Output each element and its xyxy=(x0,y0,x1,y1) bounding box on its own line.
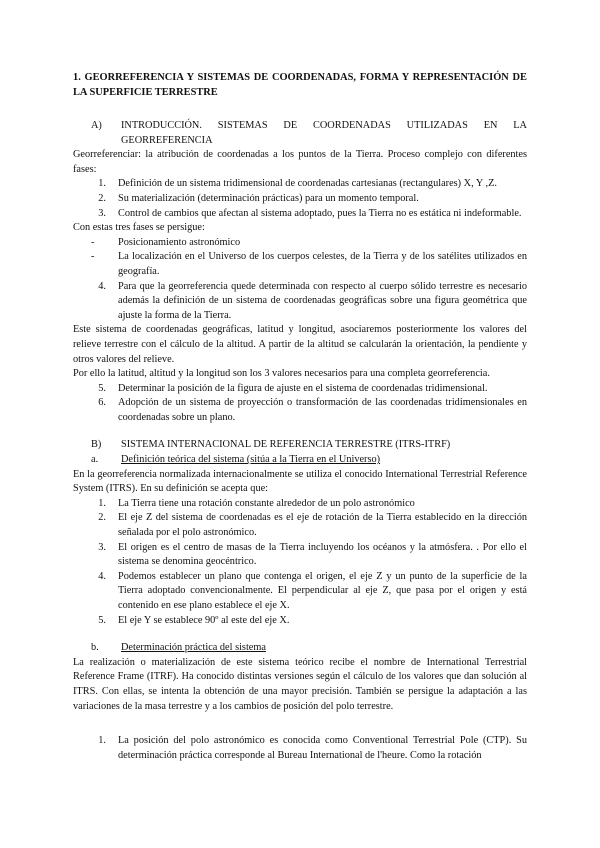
list-text: Adopción de un sistema de proyección o transformación de las coordenadas tridimensionales en coordenadas sobre un plano. xyxy=(118,397,527,423)
pursue-text: Con estas tres fases se persigue: xyxy=(73,222,205,234)
list-number: 2. xyxy=(98,192,106,204)
list-number: 4. xyxy=(98,280,106,292)
list-number: 3. xyxy=(98,541,106,553)
list-text: El eje Y se establece 90º al este del eje X. xyxy=(118,614,290,626)
list-number: 1. xyxy=(98,735,106,747)
items56-list xyxy=(73,382,527,426)
list-item xyxy=(73,734,527,763)
subsection-a-label: a. xyxy=(91,454,99,466)
list-item xyxy=(73,497,527,512)
list-number: 5. xyxy=(98,382,106,394)
paragraph-three-values: Por ello la latitud, altitud y la longitud son los 3 valores necesarios para una completa georreferencia. xyxy=(73,368,490,380)
list-text: Definición de un sistema tridimensional de coordenadas cartesianas (rectangulares) X, Y ,Z. xyxy=(118,178,497,190)
list-text: El origen es el centro de masas de la Tierra incluyendo los océanos y la atmósfera. . Por ello el sistema se denomina geocéntrico. xyxy=(118,541,527,568)
list-bullet: - xyxy=(91,236,95,248)
section-a-intro: Georreferenciar: la atribución de coordenadas a los puntos de la Tierra. Proceso complejo con diferentes fases: xyxy=(73,149,527,175)
list-item xyxy=(73,614,527,629)
list-number: 6. xyxy=(98,397,106,409)
list-item xyxy=(73,511,527,540)
phases-list xyxy=(73,177,527,221)
list-item xyxy=(73,250,527,279)
list-text: Su materialización (determinación prácticas) para un momento temporal. xyxy=(118,192,419,204)
list-number: 4. xyxy=(98,570,106,582)
list-number: 1. xyxy=(98,497,106,509)
list-item xyxy=(73,236,527,251)
list-item xyxy=(73,396,527,425)
subsection-b-title: Determinación práctica del sistema xyxy=(121,642,266,654)
section-b-label: B) xyxy=(91,439,102,451)
section-b-title: SISTEMA INTERNACIONAL DE REFERENCIA TERRESTRE (ITRS-ITRF) xyxy=(121,439,451,451)
list-bullet: - xyxy=(91,251,95,263)
document-heading: 1. GEORREFERENCIA Y SISTEMAS DE COORDENADAS, FORMA Y REPRESENTACIÓN DE LA SUPERFICIE TERRESTRE xyxy=(73,72,527,98)
list-text: Podemos establecer un plano que contenga el origen, el eje Z y un punto de la superficie de la Tierra adoptado convencionalmente. El perpendicular al eje Z, que pasa por el origen y está contenido en ese plano establece el eje X. xyxy=(118,570,527,611)
list-number: 2. xyxy=(98,512,106,524)
list-number: 3. xyxy=(98,207,106,219)
section-b-header xyxy=(91,438,527,453)
subsection-b-text: La realización o materialización de este sistema teórico recibe el nombre de International Terrestrial Reference Frame (ITRF). Ha conocido distintas versiones según el cálculo de los valores que dan solución al ITRS. Con ellas, se intenta la obtención de una mayor precisión. También se persigue la adaptación a las variaciones de la masa terrestre y a los cambios de posición del polo terrestre. xyxy=(73,656,527,712)
list-item xyxy=(73,192,527,207)
subsection-b-header xyxy=(91,641,527,656)
list-text: Determinar la posición de la figura de ajuste en el sistema de coordenadas tridimensional. xyxy=(118,382,488,394)
item4-list xyxy=(73,280,527,324)
list-text: Control de cambios que afectan al sistema adoptado, pues la Tierra no es estática ni indeformable. xyxy=(118,207,522,219)
subsection-a-text: En la georreferencia normalizada internacionalmente se utiliza el conocido International Terrestrial Reference System (ITRS). En su definición se acepta que: xyxy=(73,468,527,495)
list-text: El eje Z del sistema de coordenadas es el eje de rotación de la Tierra establecido en la dirección señalada por el polo astronómico. xyxy=(118,512,527,539)
list-number: 5. xyxy=(98,614,106,626)
dash-list xyxy=(73,236,527,280)
list-item xyxy=(73,280,527,324)
list-number: 1. xyxy=(98,178,106,190)
section-a-title: INTRODUCCIÓN. SISTEMAS DE COORDENADAS UTILIZADAS EN LA GEORREFERENCIA xyxy=(121,120,527,146)
itrs-list xyxy=(73,497,527,628)
list-text: La Tierra tiene una rotación constante alrededor de un polo astronómico xyxy=(118,497,415,509)
list-item xyxy=(73,541,527,570)
paragraph-coordinates: Este sistema de coordenadas geográficas, latitud y longitud, asociaremos posteriormente los valores del relieve terrestre con el cálculo de la altitud. A partir de la altitud se calcularán la orientación, la pendiente y otros valores del relieve. xyxy=(73,324,527,365)
list-text: La localización en el Universo de los cuerpos celestes, de la Tierra y de los satélites utilizados en geografía. xyxy=(118,251,527,277)
list-item xyxy=(73,207,527,222)
subsection-b-label: b. xyxy=(91,642,99,654)
list-text: Posicionamiento astronómico xyxy=(118,236,241,248)
subsection-a-title: Definición teórica del sistema (sitúa a la Tierra en el Universo) xyxy=(121,454,381,466)
list-item xyxy=(73,570,527,614)
list-item xyxy=(73,177,527,192)
section-a-header xyxy=(91,119,527,148)
subsection-a-header xyxy=(91,453,527,468)
list-text: Para que la georreferencia quede determinada con respecto al cuerpo sólido terrestre es necesario además la definición de un sistema de coordenadas geográficas sobre una figura geométrica que ajuste la forma de la Tierra. xyxy=(118,280,527,321)
section-a-label: A) xyxy=(91,120,102,131)
document-page xyxy=(73,70,527,763)
list-text: La posición del polo astronómico es conocida como Conventional Terrestrial Pole (CTP). Su determinación práctica corresponde al Bureau International de l'heure. Como la rotación xyxy=(118,735,527,761)
list-item xyxy=(73,382,527,397)
itrf-list xyxy=(73,734,527,763)
